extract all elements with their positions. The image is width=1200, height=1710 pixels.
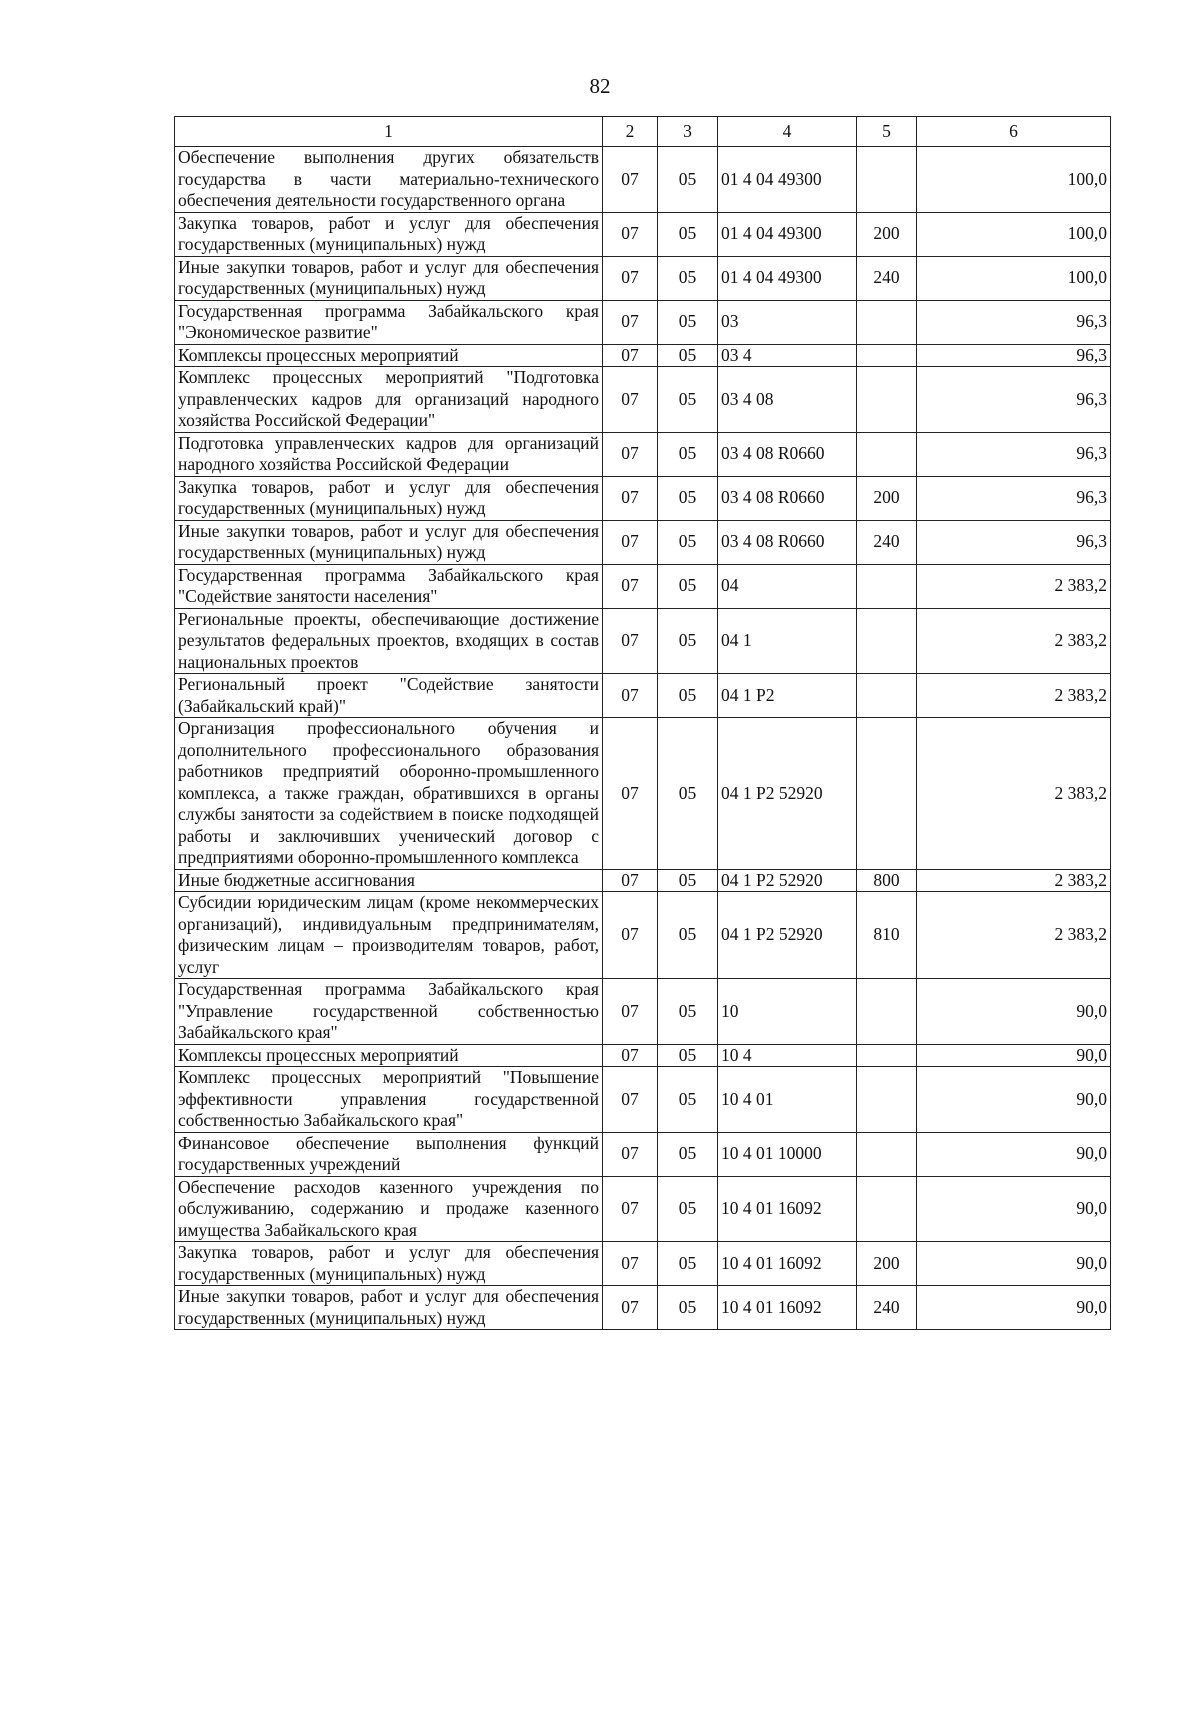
row-name: Иные бюджетные ассигнования — [175, 869, 603, 892]
row-name: Комплексы процессных мероприятий — [175, 344, 603, 367]
table-row — [175, 300, 1111, 344]
row-amount: 2 383,2 — [917, 564, 1111, 608]
row-name: Комплекс процессных мероприятий "Подготовка управленческих кадров для организаций народного хозяйства Российской Федерации" — [175, 367, 603, 433]
row-section: 07 — [603, 674, 658, 718]
row-expense-type — [857, 147, 917, 213]
row-target-article: 04 — [718, 564, 857, 608]
row-subsection: 05 — [658, 1132, 718, 1176]
row-name: Комплекс процессных мероприятий "Повышение эффективности управления государственной собственностью Забайкальского края" — [175, 1067, 603, 1133]
row-target-article: 03 4 08 R0660 — [718, 432, 857, 476]
row-target-article: 10 4 01 16092 — [718, 1176, 857, 1242]
row-target-article: 04 1 Р2 52920 — [718, 892, 857, 979]
row-target-article: 01 4 04 49300 — [718, 256, 857, 300]
row-name: Государственная программа Забайкальского края "Управление государственной собственностью Забайкальского края" — [175, 979, 603, 1045]
table-body — [175, 147, 1111, 1330]
row-name: Иные закупки товаров, работ и услуг для обеспечения государственных (муниципальных) нужд — [175, 256, 603, 300]
row-amount: 100,0 — [917, 256, 1111, 300]
row-amount: 2 383,2 — [917, 718, 1111, 870]
row-expense-type: 810 — [857, 892, 917, 979]
row-target-article: 10 4 01 16092 — [718, 1286, 857, 1330]
header-col-4: 4 — [718, 117, 857, 147]
row-name: Закупка товаров, работ и услуг для обеспечения государственных (муниципальных) нужд — [175, 1242, 603, 1286]
row-section: 07 — [603, 1176, 658, 1242]
row-section: 07 — [603, 367, 658, 433]
row-expense-type — [857, 432, 917, 476]
row-target-article: 10 4 — [718, 1044, 857, 1067]
row-amount: 96,3 — [917, 300, 1111, 344]
row-section: 07 — [603, 432, 658, 476]
row-section: 07 — [603, 1044, 658, 1067]
row-expense-type — [857, 564, 917, 608]
row-section: 07 — [603, 147, 658, 213]
row-subsection: 05 — [658, 718, 718, 870]
row-expense-type: 200 — [857, 476, 917, 520]
table-row — [175, 367, 1111, 433]
row-expense-type: 240 — [857, 520, 917, 564]
row-section: 07 — [603, 1242, 658, 1286]
row-section: 07 — [603, 344, 658, 367]
row-target-article: 10 4 01 — [718, 1067, 857, 1133]
row-subsection: 05 — [658, 979, 718, 1045]
row-expense-type — [857, 979, 917, 1045]
table-row — [175, 1132, 1111, 1176]
row-expense-type: 240 — [857, 256, 917, 300]
row-subsection: 05 — [658, 1176, 718, 1242]
row-amount: 90,0 — [917, 1044, 1111, 1067]
table-row — [175, 718, 1111, 870]
row-expense-type — [857, 300, 917, 344]
row-name: Государственная программа Забайкальского края "Содействие занятости населения" — [175, 564, 603, 608]
row-amount: 2 383,2 — [917, 674, 1111, 718]
table-row — [175, 1286, 1111, 1330]
table-row — [175, 1176, 1111, 1242]
row-section: 07 — [603, 718, 658, 870]
row-amount: 96,3 — [917, 432, 1111, 476]
table-row — [175, 1242, 1111, 1286]
header-row — [175, 117, 1111, 147]
row-subsection: 05 — [658, 476, 718, 520]
row-amount: 90,0 — [917, 1286, 1111, 1330]
row-subsection: 05 — [658, 300, 718, 344]
row-section: 07 — [603, 1067, 658, 1133]
row-subsection: 05 — [658, 674, 718, 718]
row-amount: 90,0 — [917, 979, 1111, 1045]
row-subsection: 05 — [658, 520, 718, 564]
row-target-article: 03 — [718, 300, 857, 344]
row-name: Иные закупки товаров, работ и услуг для обеспечения государственных (муниципальных) нужд — [175, 520, 603, 564]
row-expense-type — [857, 367, 917, 433]
row-amount: 100,0 — [917, 212, 1111, 256]
row-target-article: 03 4 08 R0660 — [718, 520, 857, 564]
table-header — [175, 117, 1111, 147]
row-target-article: 03 4 08 — [718, 367, 857, 433]
row-name: Закупка товаров, работ и услуг для обеспечения государственных (муниципальных) нужд — [175, 476, 603, 520]
row-subsection: 05 — [658, 367, 718, 433]
row-subsection: 05 — [658, 1067, 718, 1133]
row-subsection: 05 — [658, 1044, 718, 1067]
row-amount: 96,3 — [917, 367, 1111, 433]
row-target-article: 10 4 01 16092 — [718, 1242, 857, 1286]
row-amount: 100,0 — [917, 147, 1111, 213]
table-row — [175, 564, 1111, 608]
row-expense-type — [857, 608, 917, 674]
table-row — [175, 520, 1111, 564]
row-subsection: 05 — [658, 432, 718, 476]
table-row — [175, 256, 1111, 300]
row-amount: 96,3 — [917, 520, 1111, 564]
row-expense-type: 800 — [857, 869, 917, 892]
row-section: 07 — [603, 1286, 658, 1330]
table-row — [175, 979, 1111, 1045]
header-col-3: 3 — [658, 117, 718, 147]
row-name: Государственная программа Забайкальского края "Экономическое развитие" — [175, 300, 603, 344]
row-name: Подготовка управленческих кадров для организаций народного хозяйства Российской Федерации — [175, 432, 603, 476]
row-subsection: 05 — [658, 892, 718, 979]
row-subsection: 05 — [658, 564, 718, 608]
table-row — [175, 674, 1111, 718]
table-row — [175, 432, 1111, 476]
header-col-5: 5 — [857, 117, 917, 147]
row-section: 07 — [603, 892, 658, 979]
row-section: 07 — [603, 979, 658, 1045]
table-row — [175, 892, 1111, 979]
header-col-2: 2 — [603, 117, 658, 147]
row-subsection: 05 — [658, 1286, 718, 1330]
header-col-6: 6 — [917, 117, 1111, 147]
row-amount: 2 383,2 — [917, 869, 1111, 892]
row-target-article: 04 1 Р2 52920 — [718, 869, 857, 892]
row-amount: 2 383,2 — [917, 892, 1111, 979]
page-number: 82 — [589, 74, 611, 98]
row-subsection: 05 — [658, 869, 718, 892]
row-expense-type — [857, 1132, 917, 1176]
row-name: Обеспечение выполнения других обязательств государства в части материально-технического обеспечения деятельности государственного органа — [175, 147, 603, 213]
row-name: Комплексы процессных мероприятий — [175, 1044, 603, 1067]
row-subsection: 05 — [658, 1242, 718, 1286]
row-name: Обеспечение расходов казенного учреждения по обслуживанию, содержанию и продаже казенного имущества Забайкальского края — [175, 1176, 603, 1242]
row-section: 07 — [603, 476, 658, 520]
row-name: Региональный проект "Содействие занятости (Забайкальский край)" — [175, 674, 603, 718]
row-section: 07 — [603, 564, 658, 608]
row-section: 07 — [603, 256, 658, 300]
row-amount: 90,0 — [917, 1132, 1111, 1176]
row-section: 07 — [603, 212, 658, 256]
row-subsection: 05 — [658, 212, 718, 256]
row-expense-type: 200 — [857, 212, 917, 256]
row-name: Региональные проекты, обеспечивающие достижение результатов федеральных проектов, входящих в состав национальных проектов — [175, 608, 603, 674]
row-expense-type: 240 — [857, 1286, 917, 1330]
table-row — [175, 212, 1111, 256]
row-expense-type — [857, 1044, 917, 1067]
row-name: Субсидии юридическим лицам (кроме некоммерческих организаций), индивидуальным предпринимателям, физическим лицам – производителям товаров, работ, услуг — [175, 892, 603, 979]
row-target-article: 01 4 04 49300 — [718, 212, 857, 256]
row-expense-type: 200 — [857, 1242, 917, 1286]
row-expense-type — [857, 1176, 917, 1242]
row-expense-type — [857, 718, 917, 870]
budget-table — [174, 116, 1111, 1330]
row-section: 07 — [603, 520, 658, 564]
row-name: Финансовое обеспечение выполнения функций государственных учреждений — [175, 1132, 603, 1176]
row-section: 07 — [603, 300, 658, 344]
row-amount: 96,3 — [917, 344, 1111, 367]
row-amount: 90,0 — [917, 1242, 1111, 1286]
table-row — [175, 147, 1111, 213]
row-target-article: 04 1 Р2 52920 — [718, 718, 857, 870]
row-target-article: 01 4 04 49300 — [718, 147, 857, 213]
row-subsection: 05 — [658, 147, 718, 213]
row-subsection: 05 — [658, 256, 718, 300]
row-expense-type — [857, 674, 917, 718]
row-section: 07 — [603, 869, 658, 892]
table-row — [175, 1067, 1111, 1133]
row-name: Закупка товаров, работ и услуг для обеспечения государственных (муниципальных) нужд — [175, 212, 603, 256]
row-expense-type — [857, 1067, 917, 1133]
row-amount: 2 383,2 — [917, 608, 1111, 674]
row-subsection: 05 — [658, 608, 718, 674]
row-expense-type — [857, 344, 917, 367]
table-row — [175, 608, 1111, 674]
row-target-article: 04 1 Р2 — [718, 674, 857, 718]
row-target-article: 03 4 — [718, 344, 857, 367]
table-row — [175, 476, 1111, 520]
row-name: Иные закупки товаров, работ и услуг для обеспечения государственных (муниципальных) нужд — [175, 1286, 603, 1330]
header-col-1: 1 — [175, 117, 603, 147]
row-section: 07 — [603, 1132, 658, 1176]
row-amount: 96,3 — [917, 476, 1111, 520]
table-row — [175, 869, 1111, 892]
row-target-article: 10 — [718, 979, 857, 1045]
table-row — [175, 1044, 1111, 1067]
row-target-article: 04 1 — [718, 608, 857, 674]
row-amount: 90,0 — [917, 1067, 1111, 1133]
table-row — [175, 344, 1111, 367]
row-name: Организация профессионального обучения и дополнительного профессионального образования работников предприятий оборонно-промышленного комплекса, а также граждан, обратившихся в органы службы занятости за содействием в поиске подходящей работы и заключивших ученический договор с предприятиями оборонно-промышленного комплекса — [175, 718, 603, 870]
row-amount: 90,0 — [917, 1176, 1111, 1242]
row-section: 07 — [603, 608, 658, 674]
row-target-article: 10 4 01 10000 — [718, 1132, 857, 1176]
row-subsection: 05 — [658, 344, 718, 367]
row-target-article: 03 4 08 R0660 — [718, 476, 857, 520]
